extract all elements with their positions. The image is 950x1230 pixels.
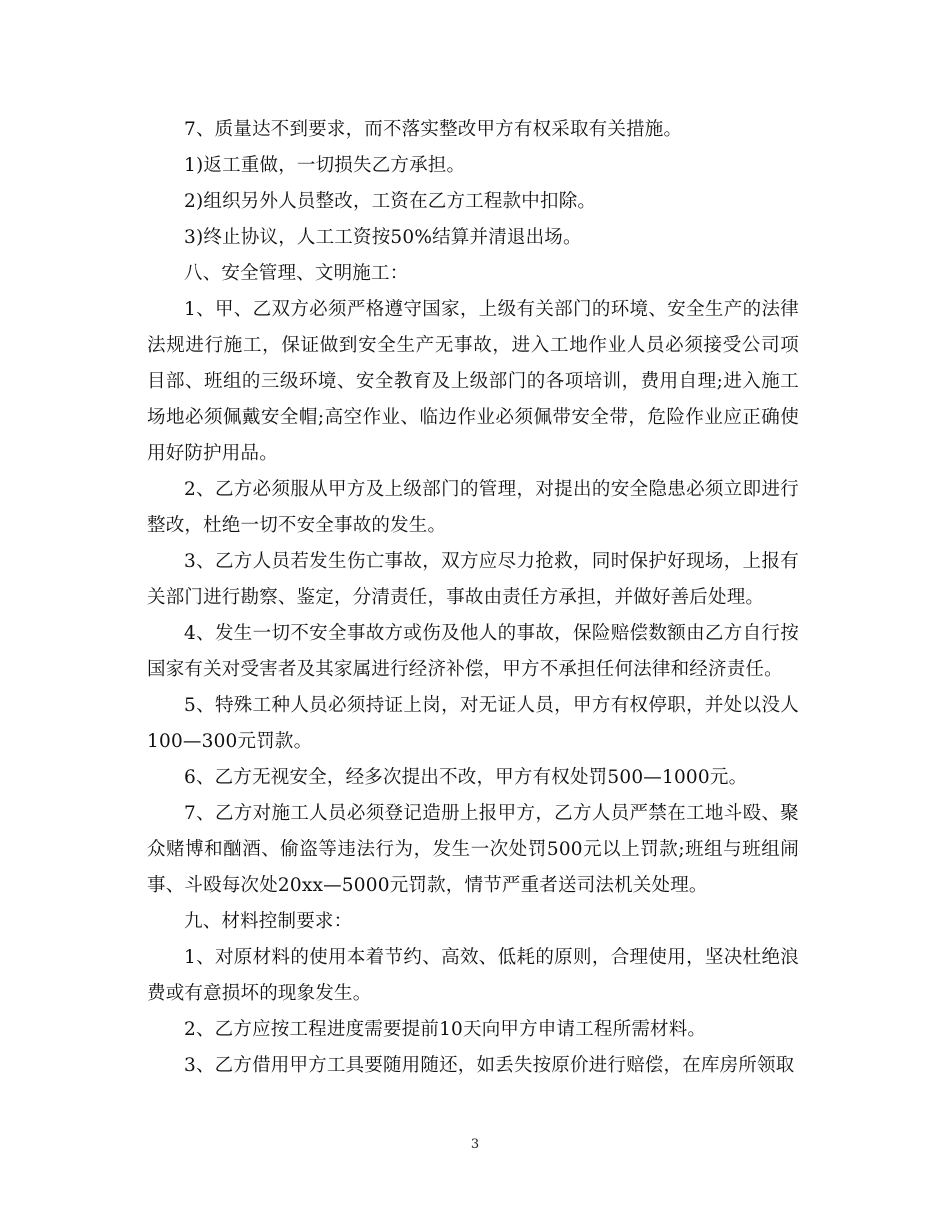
paragraph-safety-3: 3、乙方人员若发生伤亡事故，双方应尽力抢救，同时保护好现场，上报有关部门进行勘察、鉴定，分清责任，事故由责任方承担，并做好善后处理。 bbox=[147, 551, 799, 608]
paragraph-materials-1: 1、对原材料的使用本着节约、高效、低耗的原则，合理使用，坚决杜绝浪费或有意损坏的现象发生。 bbox=[147, 947, 799, 1004]
paragraph-safety-7: 7、乙方对施工人员必须登记造册上报甲方，乙方人员严禁在工地斗殴、聚众赌博和酗酒、偷盗等违法行为，发生一次处罚500元以上罚款;班组与班组闹事、斗殴每次处20xx—5000元罚款，情节严重者送司法机关处理。 bbox=[147, 803, 799, 896]
section-heading-safety: 八、安全管理、文明施工： bbox=[184, 263, 409, 284]
paragraph-materials-3: 3、乙方借用甲方工具要随用随还，如丢失按原价进行赔偿，在库房所领取 bbox=[184, 1055, 795, 1076]
paragraph-7-quality: 7、质量达不到要求，而不落实整改甲方有权采取有关措施。 bbox=[184, 119, 683, 140]
paragraph-safety-2: 2、乙方必须服从甲方及上级部门的管理，对提出的安全隐患必须立即进行整改，杜绝一切不安全事故的发生。 bbox=[147, 479, 799, 536]
paragraph-rework: 1)返工重做，一切损失乙方承担。 bbox=[184, 155, 466, 176]
paragraph-safety-4: 4、发生一切不安全事故方或伤及他人的事故，保险赔偿数额由乙方自行按国家有关对受害者及其家属进行经济补偿，甲方不承担任何法律和经济责任。 bbox=[147, 623, 799, 680]
page-number: 3 bbox=[470, 1137, 480, 1152]
paragraph-terminate: 3)终止协议，人工工资按50%结算并清退出场。 bbox=[184, 227, 582, 248]
paragraph-reassign: 2)组织另外人员整改，工资在乙方工程款中扣除。 bbox=[184, 191, 597, 212]
paragraph-safety-1: 1、甲、乙双方必须严格遵守国家，上级有关部门的环境、安全生产的法律法规进行施工，保证做到安全生产无事故，进入工地作业人员必须接受公司项目部、班组的三级环境、安全教育及上级部门的各项培训，费用自理;进入施工场地必须佩戴安全帽;高空作业、临边作业必须佩带安全带，危险作业应正确使用好防护用品。 bbox=[147, 299, 799, 464]
document-body bbox=[147, 112, 799, 1084]
paragraph-safety-5: 5、特殊工种人员必须持证上岗，对无证人员，甲方有权停职，并处以没人100—300元罚款。 bbox=[147, 695, 799, 752]
paragraph-safety-6: 6、乙方无视安全，经多次提出不改，甲方有权处罚500—1000元。 bbox=[184, 767, 748, 788]
paragraph-materials-2: 2、乙方应按工程进度需要提前10天向甲方申请工程所需材料。 bbox=[184, 1019, 707, 1040]
section-heading-materials: 九、材料控制要求： bbox=[184, 911, 353, 932]
